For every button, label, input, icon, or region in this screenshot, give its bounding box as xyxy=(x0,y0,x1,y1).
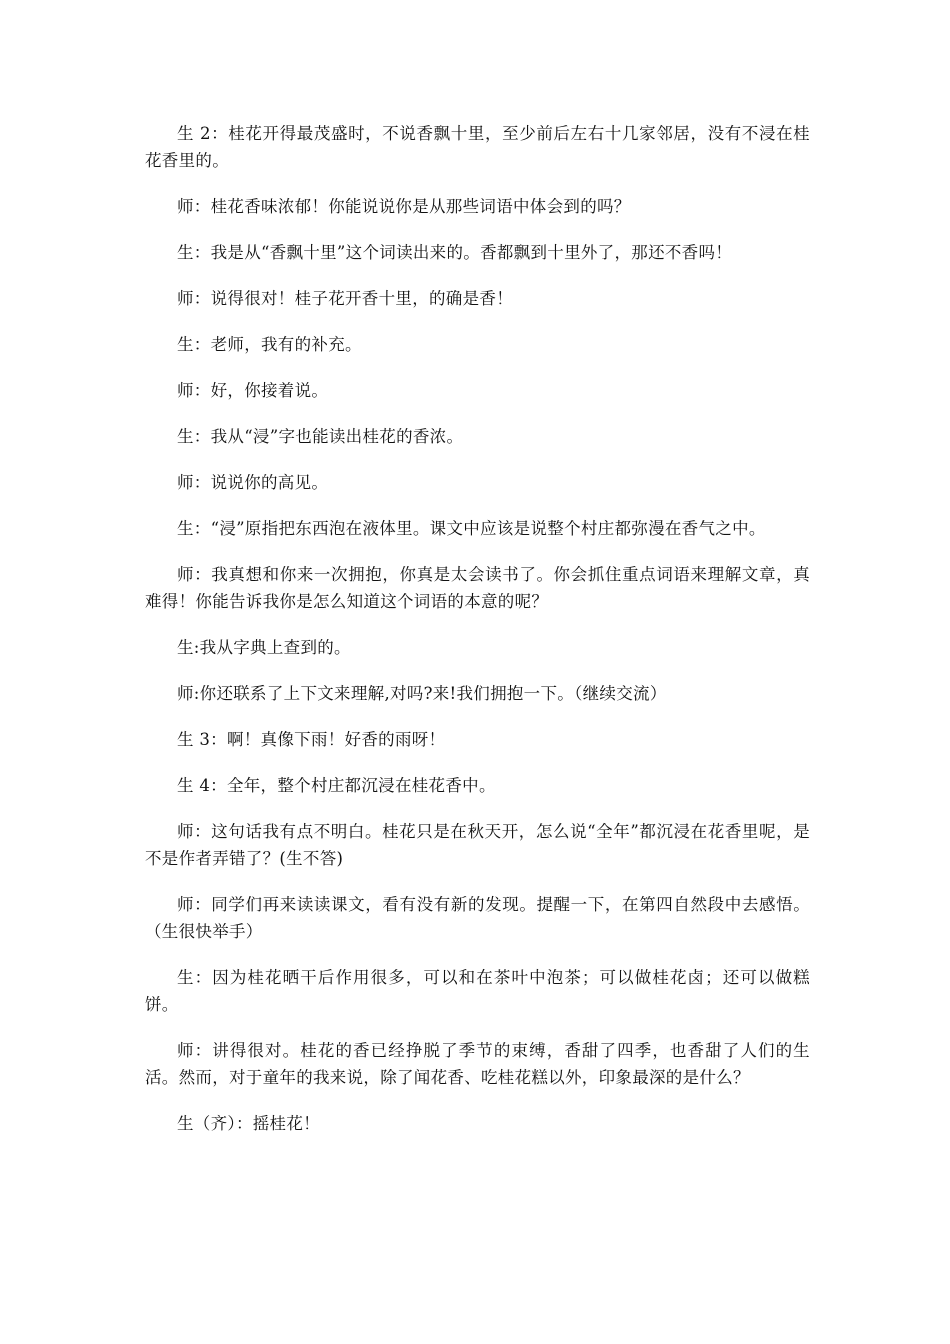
dialogue-paragraph: 师：桂花香味浓郁！你能说说你是从那些词语中体会到的吗？ xyxy=(177,197,631,216)
dialogue-paragraph: 生:我从字典上查到的。 xyxy=(177,638,351,657)
dialogue-paragraph: 生：因为桂花晒干后作用很多，可以和在茶叶中泡茶；可以做桂花卤；还可以做糕饼。 xyxy=(145,968,810,1014)
dialogue-paragraph: 生：我从“浸”字也能读出桂花的香浓。 xyxy=(177,427,464,446)
dialogue-paragraph: 师：讲得很对。桂花的香已经挣脱了季节的束缚，香甜了四季，也香甜了人们的生活。然而，对于童年的我来说，除了闻花香、吃桂花糕以外，印象最深的是什么？ xyxy=(145,1041,810,1087)
dialogue-paragraph: 生 4：全年，整个村庄都沉浸在桂花香中。 xyxy=(177,776,496,795)
dialogue-paragraph: 师：同学们再来读读课文，看有没有新的发现。提醒一下，在第四自然段中去感悟。（生很快举手） xyxy=(145,895,810,941)
dialogue-paragraph: 生：老师，我有的补充。 xyxy=(177,335,362,354)
dialogue-paragraph: 师：说说你的高见。 xyxy=(177,473,329,492)
dialogue-paragraph: 生（齐）：摇桂花！ xyxy=(177,1114,320,1133)
dialogue-paragraph: 生：“浸”原指把东西泡在液体里。课文中应该是说整个村庄都弥漫在香气之中。 xyxy=(177,519,766,538)
dialogue-paragraph: 生 3：啊！真像下雨！好香的雨呀！ xyxy=(177,730,446,749)
dialogue-paragraph: 师:你还联系了上下文来理解,对吗?来!我们拥抱一下。（继续交流） xyxy=(177,684,667,703)
dialogue-paragraph: 师：好，你接着说。 xyxy=(177,381,329,400)
dialogue-paragraph: 师：我真想和你来一次拥抱，你真是太会读书了。你会抓住重点词语来理解文章，真难得！你能告诉我你是怎么知道这个词语的本意的呢？ xyxy=(145,565,810,611)
dialogue-paragraph: 生：我是从“香飘十里”这个词读出来的。香都飘到十里外了，那还不香吗！ xyxy=(177,243,733,262)
dialogue-paragraph: 师：这句话我有点不明白。桂花只是在秋天开，怎么说“全年”都沉浸在花香里呢，是不是作者弄错了？(生不答) xyxy=(145,822,810,868)
dialogue-paragraph: 师：说得很对！桂子花开香十里，的确是香！ xyxy=(177,289,513,308)
document-body xyxy=(145,120,810,1156)
dialogue-paragraph: 生 2：桂花开得最茂盛时，不说香飘十里，至少前后左右十几家邻居，没有不浸在桂花香里的。 xyxy=(145,124,810,170)
